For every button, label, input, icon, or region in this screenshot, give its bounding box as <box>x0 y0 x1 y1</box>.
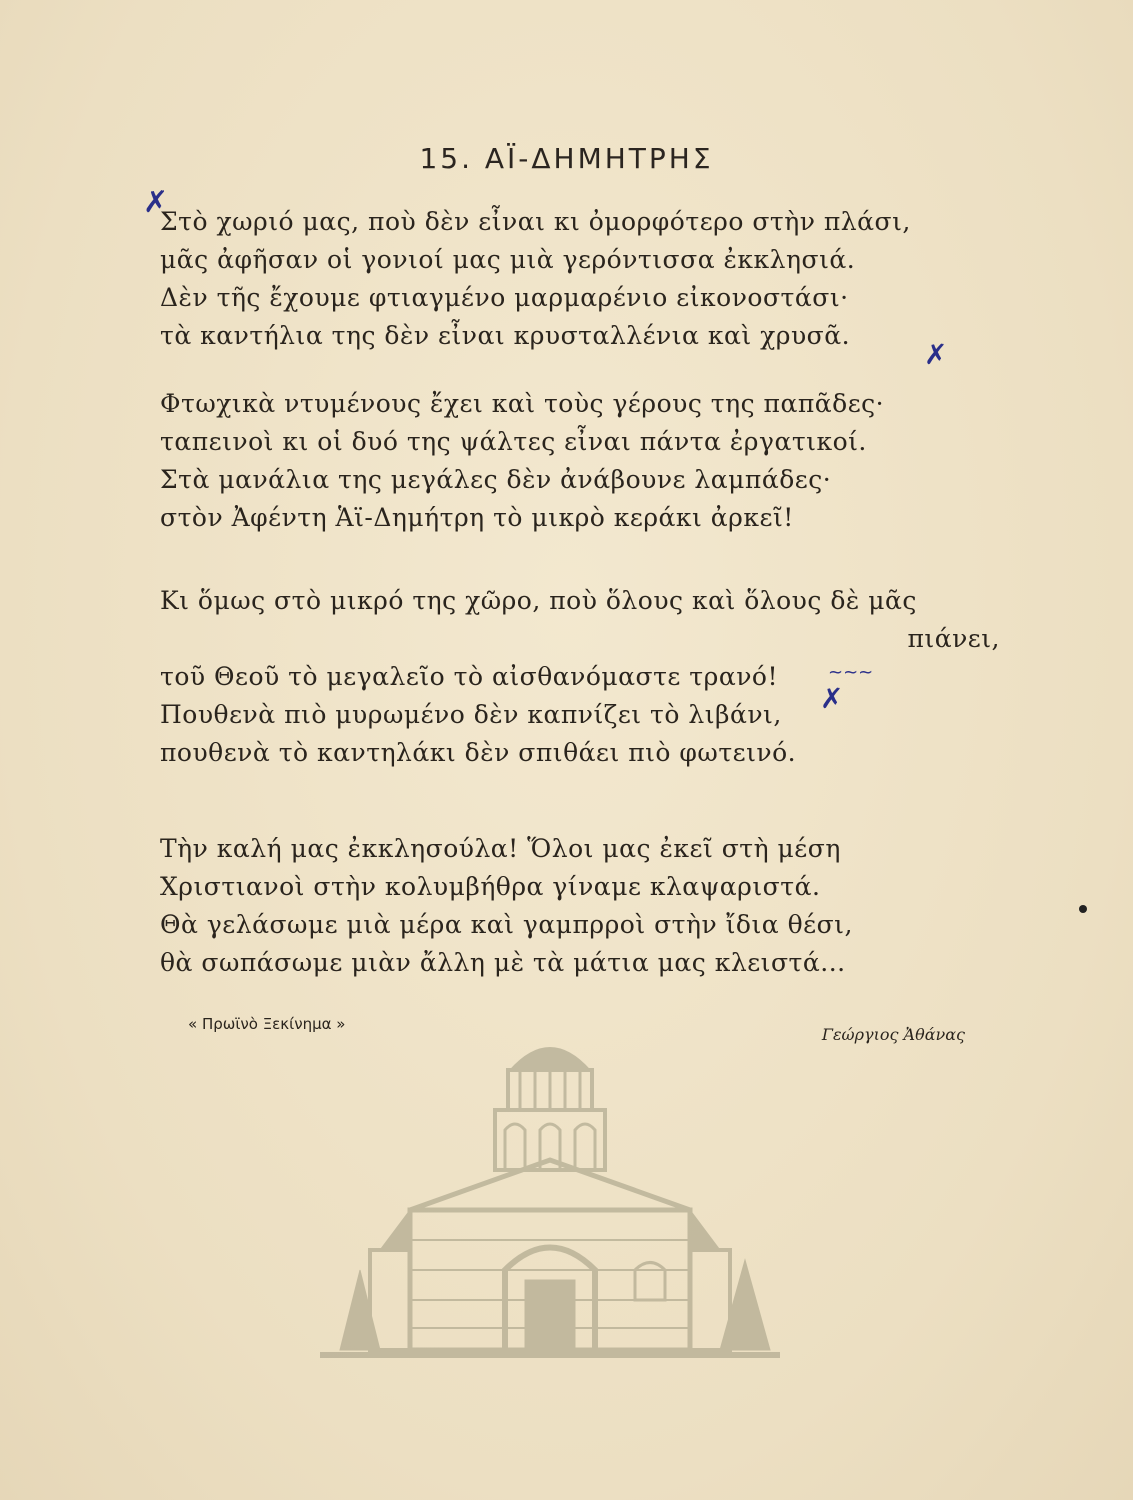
poem-line: τὰ καντήλια της δὲν εἶναι κρυσταλλένια καὶ χρυσᾶ. <box>160 321 851 350</box>
poem-line: Στὰ μανάλια της μεγάλες δὲν ἀνάβουνε λαμπάδες· <box>160 465 832 494</box>
poem-line: πουθενὰ τὸ καντηλάκι δὲν σπιθάει πιὸ φωτεινό. <box>160 738 797 767</box>
stanza-3 <box>160 582 1020 772</box>
handwritten-annotation: ~~~ <box>828 662 874 683</box>
poem-line: θὰ σωπάσωμε μιὰν ἄλλη μὲ τὰ μάτια μας κλειστά... <box>160 948 846 977</box>
ink-mark-icon: ✗ <box>820 682 844 715</box>
poem-line: Φτωχικὰ ντυμένους ἔχει καὶ τοὺς γέρους της παπᾶδες· <box>160 389 885 418</box>
ink-mark-icon: ✗ <box>143 185 169 220</box>
poem-line: ταπεινοὶ κι οἱ δυό της ψάλτες εἶναι πάντα ἐργατικοί. <box>160 427 867 456</box>
poem-line-continuation: πιάνει, <box>907 624 1000 653</box>
poem-line: μᾶς ἀφῆσαν οἱ γονιοί μας μιὰ γερόντισσα ἐκκλησιά. <box>160 245 856 274</box>
stanza-1 <box>160 203 1020 355</box>
poem-line: Πουθενὰ πιὸ μυρωμένο δὲν καπνίζει τὸ λιβάνι, <box>160 700 782 729</box>
poem-title: 15. ΑΪ-ΔΗΜΗΤΡΗΣ <box>419 142 714 175</box>
stanza-4 <box>160 830 1020 982</box>
poem-line: Κι ὅμως στὸ μικρό της χῶρο, ποὺ ὅλους καὶ ὅλους δὲ μᾶς <box>160 586 917 615</box>
ink-dot <box>1079 905 1087 913</box>
poem-line: Στὸ χωριό μας, ποὺ δὲν εἶναι κι ὀμορφότερο στὴν πλάσι, <box>160 207 911 236</box>
poem-line: Τὴν καλή μας ἐκκλησούλα! Ὅλοι μας ἐκεῖ στὴ μέση <box>160 834 841 863</box>
author-name: Γεώργιος Ἀθάνας <box>821 1025 965 1044</box>
poem-line: τοῦ Θεοῦ τὸ μεγαλεῖο τὸ αἰσθανόμαστε τρανό! <box>160 662 779 691</box>
poem-line: Χριστιανοὶ στὴν κολυμβήθρα γίναμε κλαψαριστά. <box>160 872 821 901</box>
poem-line: στὸν Ἀφέντη Ἁϊ-Δημήτρη τὸ μικρὸ κεράκι ἀρκεῖ! <box>160 503 794 532</box>
stanza-2 <box>160 385 1020 537</box>
poem-line: Θὰ γελάσωμε μιὰ μέρα καὶ γαμπρροὶ στὴν ἴδια θέσι, <box>160 910 853 939</box>
poem-line: Δὲν τῆς ἔχουμε φτιαγμένο μαρμαρένιο εἰκονοστάσι· <box>160 283 849 312</box>
church-illustration-icon <box>320 1010 780 1400</box>
ink-mark-icon: ✗ <box>924 338 948 371</box>
source-citation: « Πρωϊνὸ Ξεκίνημα » <box>188 1015 346 1033</box>
